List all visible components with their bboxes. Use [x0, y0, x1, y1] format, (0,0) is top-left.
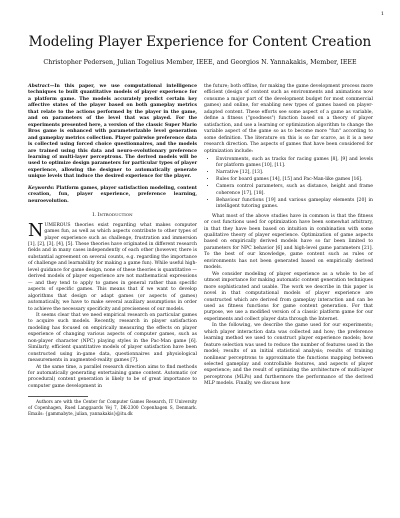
drop-cap: N [28, 220, 44, 241]
author-line: Christopher Pedersen, Julian Togelius Member, IEEE, and Georgios N. Yannakakis, Member, IEEE [43, 59, 357, 66]
intro-paragraph-1 [28, 220, 197, 313]
intro-paragraph-2: It seems clear that we need empirical research on particular games to acquire such models. Recently, research in player satisfaction modeling has focused on empirically measuring the effects on player experience of changing various aspects of computer games, such as non-player character (NPC) playing styles in the Pac-Man game [6]. Similarly, efficient quantitative models of player satisfaction have been constructed using in-game data, questionnaires and physiological measurements in augmented-reality games [7]. [28, 312, 197, 364]
optimization-aspects-list [204, 157, 373, 211]
section-heading-introduction: I. Introduction [92, 212, 133, 219]
list-item: • Rules for board games [14], [15] and Pac-Man-like games [16]. [216, 177, 373, 183]
list-item: • Environments, such as tracks for racing games [8], [9] and levels for platform games [10], [11]. [216, 157, 373, 170]
keywords-text: : Platform games, player satisfaction modeling, content creation, fun, player experience, preference learning, neuroevolution. [28, 185, 197, 204]
list-item: • Narrative [12], [13]. [216, 170, 373, 176]
abstract [28, 84, 197, 181]
right-column [204, 84, 373, 388]
abstract-text: —In this paper, we use computational intelligence techniques to built quantitative models of player experience for a platform game. The models accurately predict certain key affective states of the player based on both gameplay metrics that relate to the actions performed by the player in the game, and on parameters of the level that was played. For the experiments presented here, a version of the classic Super Mario Bros game is enhanced with parameterizable level generation and gameplay metrics collection. Player pairwise preference data is collected using forced choice questionnaires, and the models are trained using this data and neuro-evolutionary preference learning of multi-layer perceptrons. The derived models will be used to optimize design parameters for particular types of player experience, allowing the designer to automatically generate unique levels that induce the desired experience for the player. [28, 84, 197, 180]
left-column [28, 84, 197, 416]
page-number: 1 [380, 11, 384, 17]
author-footnote: Authors are with the Center for Computer Games Research, IT University of Copenhagen, Rued Langgaards Vej 7, DK-2300 Copenhagen S, Denmark. Emails: {gammabyte, julian, yannakakis}@itu.dk [28, 399, 197, 416]
footnote-rule [28, 396, 88, 397]
list-item: • Behaviour functions [19] and various gameplay elements [20] in intelligent tutoring games. [216, 198, 373, 211]
list-item: • Camera control parameters, such as distance, height and frame coherence [17], [18]. [216, 184, 373, 197]
paper-title: Modeling Player Experience for Content Creation [28, 34, 372, 50]
intro-paragraph-3: At the same time, a parallel research direction aims to find methods for automatically generating entertaining game content. Automatic (or procedural) content generation is likely to be of great importance to computer game development in [28, 364, 197, 389]
right-paragraph-3: We consider modeling of player experience as a whole to be of utmost importance for making automatic content generation techniques more sophisticated and usable. The work we describe in this paper is novel in that computational models of player experience are constructed which are derived from gameplay interaction and can be used as fitness functions for game content generation. For that purpose, we use a modified version of a classic platform game for our experiments and collect player data through the Internet. [204, 271, 373, 322]
right-paragraph-1: the future; both offline, for making the game development process more efficient (design of content such as environments and animations now consume a major part of the development budget for most commercial games) and online, for enabling new types of games based on player-adapted content. These efforts see some aspect of a game as variable, define a fitness ("goodness") function based on a theory of player satisfaction, and use a learning or optimization algorithm to change the variable aspect of the game so as to become more "fun" according to some definition. The literature on this is so far scarce, as it is a new research direction. The aspects of games that have been considered for optimization include: [204, 84, 373, 154]
right-paragraph-4: In the following, we describe the game used for our experiments; which player interaction data was collected and how; the preference learning method we used to construct player experience models; how feature selection was used to reduce the number of features used in the model; results of an initial statistical analysis; results of training nonlinear perceptrons to approximate the functions mapping between selected gameplay and controllable features, and aspects of player experience; and the result of optimizing the architecture of multi-layer perceptrons (MLPs) and furthermore the performance of the derived MLP models. Finally, we discuss how [204, 323, 373, 387]
intro-paragraph-1-text: UMEROUS theories exist regarding what makes computer games fun, as well as which aspects contribute to other types of player experience such as challenge, frustration and immersion [1], [2], [3], [4], [5]. These theories have originated in different research fields and in many cases independently of each other (however, there is substantial agreement on several counts, e.g. regarding the importance of challenge and learnability for making a game fun). While useful high-level guidance for game design, none of these theories is quantitative — derived models of player experience are not mathematical expressions — and they tend to apply to games in general rather than specific aspects of specific games. This means that if we want to develop algorithms that design or adapt games (or aspects of games) automatically, we have to make several auxiliary assumptions in order to achieve the necessary specificity and preciseness of our models. [28, 222, 197, 312]
keywords [28, 186, 197, 205]
right-paragraph-2: What most of the above studies have in common is that the fitness or cost functions used for optimization have been somewhat arbitrary, in that they have been based on intuition in combination with some qualitative theory of player experience. Optimization of game aspects based on empirically derived models have so far been limited to parameters for NPC behavior [6] and high-level game parameters [21]. To the best of our knowledge, game content such as rules or environments has not been generated based on empirically derived models. [204, 213, 373, 271]
keywords-lead: Keywords [28, 185, 53, 191]
abstract-lead: Abstract [28, 84, 50, 89]
